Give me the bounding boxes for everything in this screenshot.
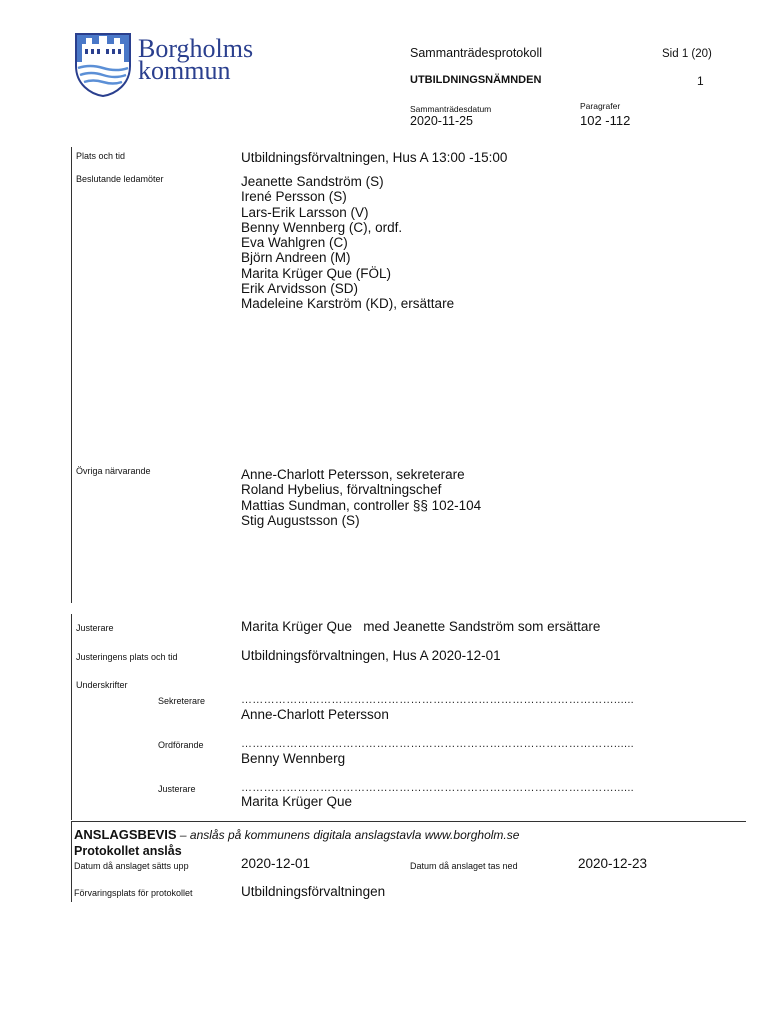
adjust-place-value: Utbildningsförvaltningen, Hus A 2020-12-01 — [241, 648, 501, 663]
signature-name: Marita Krüger Que — [241, 794, 353, 809]
signatures-label: Underskrifter — [76, 680, 128, 690]
member-item: Madeleine Karström (KD), ersättare — [241, 296, 455, 312]
other-present-item: Mattias Sundman, controller §§ 102-104 — [241, 497, 482, 513]
page-indicator: Sid 1 (20) — [662, 48, 712, 60]
signature-name: Anne-Charlott Petersson — [241, 707, 389, 722]
member-item: Marita Krüger Que (FÖL) — [241, 265, 392, 281]
other-present-item: Roland Hybelius, förvaltningschef — [241, 482, 442, 498]
coat-of-arms-icon — [74, 32, 132, 98]
signature-line: ………………………………………………………………………………………...... — [241, 738, 635, 750]
signature-line: ………………………………………………………………………………………...... — [241, 694, 635, 706]
others-present-list — [241, 467, 481, 528]
paragraphs-value: 102 -112 — [580, 113, 631, 128]
notice-left-rule — [71, 822, 72, 902]
signature-line: ………………………………………………………………………………………...... — [241, 782, 635, 794]
notice-divider — [71, 821, 746, 822]
adjuster-value: Marita Krüger Que med Jeanette Sandström som ersättare — [241, 619, 601, 634]
other-present-item: Anne-Charlott Petersson, sekreterare — [241, 467, 465, 482]
logo-name-line1: Borgholms — [138, 34, 254, 63]
adjuster-label: Justerare — [76, 623, 114, 633]
municipality-logo — [74, 32, 274, 98]
logo-name-line2: kommun — [138, 56, 231, 85]
others-present-label: Övriga närvarande — [76, 466, 151, 476]
document-type: Sammanträdesprotokoll — [410, 46, 543, 60]
signature-role: Sekreterare — [158, 696, 206, 706]
notice-title-suffix: – anslås på kommunens digitala anslagstavla www.borgholm.se — [176, 828, 520, 842]
adjust-place-label: Justeringens plats och tid — [76, 652, 178, 662]
posted-date-label: Datum då anslaget sätts upp — [74, 861, 189, 871]
posted-date-value: 2020-12-01 — [241, 856, 311, 871]
member-item: Benny Wennberg (C), ordf. — [241, 219, 403, 235]
removed-date-value: 2020-12-23 — [578, 856, 648, 871]
page-number: 1 — [697, 74, 704, 88]
signature-role: Ordförande — [158, 740, 204, 750]
storage-label: Förvaringsplats för protokollet — [74, 888, 193, 898]
committee-name: UTBILDNINGSNÄMNDEN — [410, 74, 542, 86]
member-item: Lars-Erik Larsson (V) — [241, 204, 369, 220]
notice-title: ANSLAGSBEVIS — [74, 827, 177, 842]
meeting-date-label: Sammanträdesdatum — [410, 104, 492, 114]
members-list — [241, 174, 454, 312]
paragraphs-label: Paragrafer — [580, 101, 621, 111]
signature-role: Justerare — [158, 784, 196, 794]
member-item: Irené Persson (S) — [241, 189, 347, 205]
member-item: Erik Arvidsson (SD) — [241, 281, 359, 297]
notice-heading — [74, 827, 519, 842]
other-present-item: Stig Augustsson (S) — [241, 512, 360, 528]
posted-heading: Protokollet anslås — [74, 844, 182, 858]
place-time-value: Utbildningsförvaltningen, Hus A 13:00 -15:00 — [241, 150, 508, 165]
left-margin-rule — [71, 147, 72, 603]
signature-name: Benny Wennberg — [241, 751, 346, 766]
removed-date-label: Datum då anslaget tas ned — [410, 861, 518, 871]
members-label: Beslutande ledamöter — [76, 174, 164, 184]
member-item: Jeanette Sandström (S) — [241, 174, 384, 189]
meeting-date-value: 2020-11-25 — [410, 114, 474, 128]
place-time-label: Plats och tid — [76, 151, 126, 161]
storage-value: Utbildningsförvaltningen — [241, 884, 386, 899]
member-item: Björn Andreen (M) — [241, 250, 351, 266]
member-item: Eva Wahlgren (C) — [241, 235, 348, 251]
left-margin-rule-lower — [71, 614, 72, 820]
